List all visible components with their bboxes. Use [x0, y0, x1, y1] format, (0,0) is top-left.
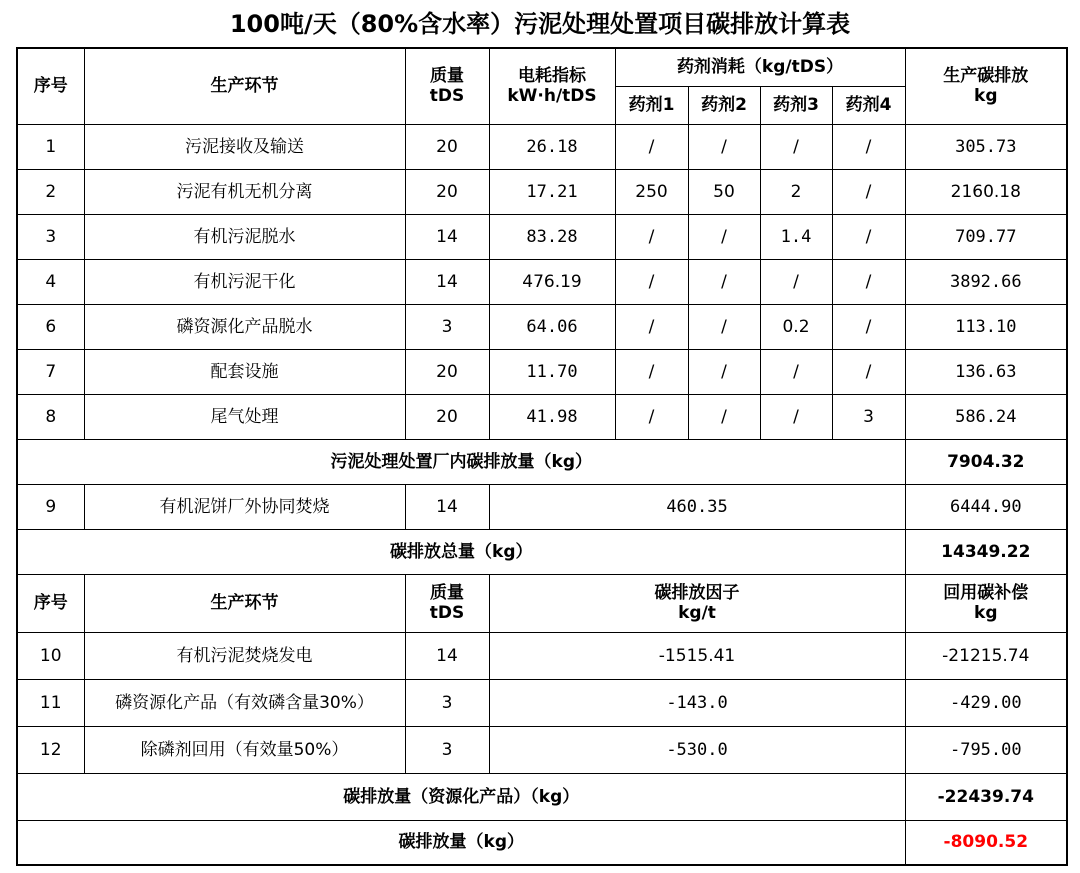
table-row — [17, 679, 1067, 726]
emission-unit: kg — [974, 86, 998, 107]
cell-chem1: / — [615, 304, 688, 349]
cell-stage: 配套设施 — [84, 349, 405, 394]
cell-no: 9 — [17, 484, 84, 529]
cell-power: 83.28 — [489, 214, 615, 259]
cell-factor: 460.35 — [489, 484, 905, 529]
table-row — [17, 726, 1067, 773]
col-header-chem2: 药剂2 — [688, 86, 760, 124]
cell-power: 64.06 — [489, 304, 615, 349]
cell-mass: 14 — [405, 259, 489, 304]
cell-stage: 磷资源化产品脱水 — [84, 304, 405, 349]
cell-chem3: / — [760, 349, 832, 394]
col-header-chem3: 药剂3 — [760, 86, 832, 124]
cell-emission: 6444.90 — [905, 484, 1067, 529]
header-row-3 — [17, 574, 1067, 632]
cell-chem4: / — [832, 259, 905, 304]
cell-no: 7 — [17, 349, 84, 394]
resource-emission-label: 碳排放量（资源化产品）（kg） — [17, 773, 905, 820]
table-row — [17, 124, 1067, 169]
cell-chem3: / — [760, 124, 832, 169]
subtotal-row — [17, 439, 1067, 484]
net-emission-value: -8090.52 — [905, 820, 1067, 865]
total-row — [17, 529, 1067, 574]
cell-stage: 尾气处理 — [84, 394, 405, 439]
cell-chem2: / — [688, 394, 760, 439]
cell-mass: 3 — [405, 726, 489, 773]
power-unit: kW·h/tDS — [507, 86, 597, 107]
cell-emission: 136.63 — [905, 349, 1067, 394]
factor-label: 碳排放因子 — [654, 583, 740, 603]
cell-mass: 20 — [405, 169, 489, 214]
cell-stage: 有机污泥干化 — [84, 259, 405, 304]
cell-chem2: / — [688, 304, 760, 349]
cell-chem2: 50 — [688, 169, 760, 214]
col-header-stage-2: 生产环节 — [84, 574, 405, 632]
cell-chem3: / — [760, 259, 832, 304]
total-value: 14349.22 — [905, 529, 1067, 574]
col-header-mass — [405, 48, 489, 124]
cell-no: 2 — [17, 169, 84, 214]
cell-chem2: / — [688, 349, 760, 394]
cell-chem1: 250 — [615, 169, 688, 214]
cell-chem4: / — [832, 304, 905, 349]
cell-stage: 有机污泥焚烧发电 — [84, 632, 405, 679]
cell-chem4: / — [832, 349, 905, 394]
cell-chem3: 1.4 — [760, 214, 832, 259]
cell-mass: 14 — [405, 484, 489, 529]
cell-stage: 除磷剂回用（有效量50%） — [84, 726, 405, 773]
cell-mass: 14 — [405, 214, 489, 259]
table-row — [17, 259, 1067, 304]
col-header-chem1: 药剂1 — [615, 86, 688, 124]
col-header-chem-group: 药剂消耗（kg/tDS） — [615, 48, 905, 86]
cell-power: 41.98 — [489, 394, 615, 439]
cell-stage: 污泥有机无机分离 — [84, 169, 405, 214]
cell-chem2: / — [688, 259, 760, 304]
cell-stage: 磷资源化产品（有效磷含量30%） — [84, 679, 405, 726]
cell-chem3: 2 — [760, 169, 832, 214]
cell-stage: 污泥接收及输送 — [84, 124, 405, 169]
table-row — [17, 214, 1067, 259]
compensation-label: 回用碳补偿 — [943, 583, 1029, 603]
total-label: 碳排放总量（kg） — [17, 529, 905, 574]
cell-mass: 20 — [405, 124, 489, 169]
col-header-compensation — [905, 574, 1067, 632]
cell-mass: 14 — [405, 632, 489, 679]
subtotal-value: 7904.32 — [905, 439, 1067, 484]
cell-emission: 305.73 — [905, 124, 1067, 169]
cell-emission: 586.24 — [905, 394, 1067, 439]
cell-factor: -1515.41 — [489, 632, 905, 679]
cell-mass: 3 — [405, 679, 489, 726]
cell-no: 3 — [17, 214, 84, 259]
cell-chem1: / — [615, 349, 688, 394]
cell-chem2: / — [688, 124, 760, 169]
cell-no: 10 — [17, 632, 84, 679]
power-label: 电耗指标 — [518, 66, 586, 87]
table-row — [17, 394, 1067, 439]
cell-mass: 20 — [405, 349, 489, 394]
cell-no: 12 — [17, 726, 84, 773]
table-row — [17, 632, 1067, 679]
table-row — [17, 304, 1067, 349]
cell-mass: 3 — [405, 304, 489, 349]
col-header-chem4: 药剂4 — [832, 86, 905, 124]
cell-no: 4 — [17, 259, 84, 304]
mass-label: 质量 — [430, 66, 464, 87]
cell-chem4: / — [832, 124, 905, 169]
cell-chem1: / — [615, 259, 688, 304]
col-header-factor — [489, 574, 905, 632]
col-header-no-2: 序号 — [17, 574, 84, 632]
cell-no: 11 — [17, 679, 84, 726]
carbon-emission-table — [16, 47, 1068, 866]
page-title: 100吨/天（80%含水率）污泥处理处置项目碳排放计算表 — [229, 10, 851, 38]
cell-power: 476.19 — [489, 259, 615, 304]
cell-chem3: / — [760, 394, 832, 439]
cell-emission: 113.10 — [905, 304, 1067, 349]
mass-unit: tDS — [429, 86, 465, 107]
cell-chem1: / — [615, 394, 688, 439]
cell-chem4: / — [832, 214, 905, 259]
table-row — [17, 484, 1067, 529]
net-emission-label: 碳排放量（kg） — [17, 820, 905, 865]
net-emission-row — [17, 820, 1067, 865]
compensation-unit: kg — [974, 603, 998, 623]
col-header-mass-2 — [405, 574, 489, 632]
cell-compensation: -429.00 — [905, 679, 1067, 726]
cell-stage: 有机泥饼厂外协同焚烧 — [84, 484, 405, 529]
cell-compensation: -21215.74 — [905, 632, 1067, 679]
cell-stage: 有机污泥脱水 — [84, 214, 405, 259]
cell-chem1: / — [615, 124, 688, 169]
cell-no: 6 — [17, 304, 84, 349]
cell-chem2: / — [688, 214, 760, 259]
cell-mass: 20 — [405, 394, 489, 439]
mass-unit-2: tDS — [429, 603, 465, 623]
cell-power: 11.70 — [489, 349, 615, 394]
table-row — [17, 349, 1067, 394]
mass-label-2: 质量 — [430, 583, 464, 603]
cell-no: 8 — [17, 394, 84, 439]
cell-no: 1 — [17, 124, 84, 169]
col-header-no: 序号 — [17, 48, 84, 124]
cell-chem4: / — [832, 169, 905, 214]
factor-unit: kg/t — [678, 603, 716, 623]
col-header-emission — [905, 48, 1067, 124]
resource-emission-row — [17, 773, 1067, 820]
emission-label: 生产碳排放 — [943, 66, 1029, 87]
cell-emission: 709.77 — [905, 214, 1067, 259]
resource-emission-value: -22439.74 — [905, 773, 1067, 820]
cell-compensation: -795.00 — [905, 726, 1067, 773]
header-row-1 — [17, 48, 1067, 86]
cell-power: 26.18 — [489, 124, 615, 169]
cell-chem3: 0.2 — [760, 304, 832, 349]
cell-emission: 3892.66 — [905, 259, 1067, 304]
col-header-power — [489, 48, 615, 124]
cell-factor: -143.0 — [489, 679, 905, 726]
cell-emission: 2160.18 — [905, 169, 1067, 214]
table-row — [17, 169, 1067, 214]
cell-chem4: 3 — [832, 394, 905, 439]
col-header-stage: 生产环节 — [84, 48, 405, 124]
subtotal-label: 污泥处理处置厂内碳排放量（kg） — [17, 439, 905, 484]
cell-chem1: / — [615, 214, 688, 259]
cell-power: 17.21 — [489, 169, 615, 214]
cell-factor: -530.0 — [489, 726, 905, 773]
